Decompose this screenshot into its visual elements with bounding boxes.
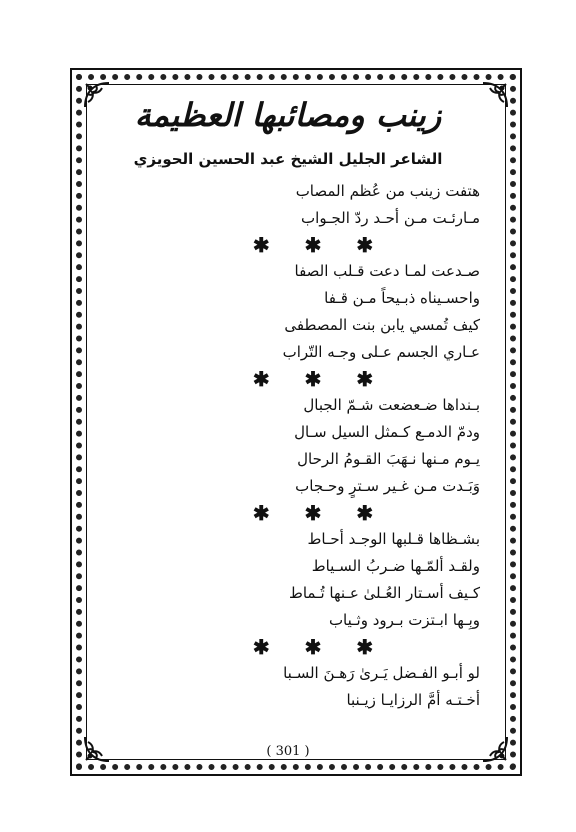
verse-line: بشـظاها قـلبها الوجـد أحـاط xyxy=(307,530,480,548)
stanza-separator: ✱ ✱ ✱ xyxy=(252,367,388,391)
verse-line: لو أبـو الفـضل يَـرىٰ رَهـنَ السـبا xyxy=(283,664,480,682)
verse-line: أخـتـه أمَّ الرزايـا زيـنبا xyxy=(346,691,480,709)
poem-title: زينب ومصائبها العظيمة xyxy=(134,96,442,134)
verse-line: صـدعت لمـا دعت قـلب الصفا xyxy=(294,262,480,280)
verse-line: كيف تُمسي يابن بنت المصطفى xyxy=(284,316,480,334)
verse-line: ولقـد ألمّـها ضـربُ السـياط xyxy=(311,557,480,575)
verse-line: كـيف أسـتار العُـلىٰ عـنها تُـماط xyxy=(288,584,480,602)
stanza-separator: ✱ ✱ ✱ xyxy=(252,233,388,257)
poet-name: الشاعر الجليل الشيخ عبد الحسين الحويزي xyxy=(133,150,443,168)
verse-line: وَبَـدت مـن غـير سـترٍ وحـجاب xyxy=(295,477,480,495)
verse-line: واحسـيناه ذبـيحاً مـن قـفا xyxy=(324,289,480,307)
verse-line: عـاري الجسم عـلى وجـه التّراب xyxy=(282,343,480,361)
verse-line: ودمّ الدمـع كـمثل السيل سـال xyxy=(294,423,480,441)
verse-line: بـنداها ضـعضعت شـمّ الجبال xyxy=(303,396,480,414)
page-number: ( 301 ) xyxy=(266,744,310,759)
verse-line: هتفت زينب من عُظم المصاب xyxy=(295,182,480,200)
verse-line: وبِـها ابـتزت بـرود وثـياب xyxy=(328,611,480,629)
verse-line: مـارئـت مـن أحـد ردّ الجـواب xyxy=(301,209,480,227)
stanza-separator: ✱ ✱ ✱ xyxy=(252,501,388,525)
stanza-separator: ✱ ✱ ✱ xyxy=(252,635,388,659)
poem-body xyxy=(100,178,480,714)
verse-line: يـوم مـنها نـهَبَ القـومُ الرحال xyxy=(297,450,480,468)
